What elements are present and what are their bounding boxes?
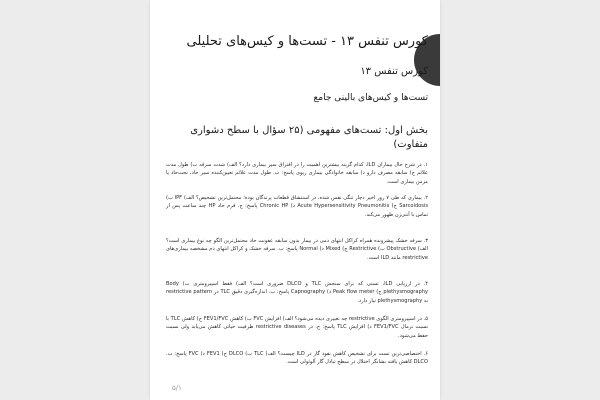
question-3: ۳. سرفه خشک پیشرونده همراه کراکل انتهای دمی در بیمار بدون سابقه عفونت حاد محتمل‌ترین الگو چه نوع بیماری است؟ الف) Obstructive ب) Restrictive ج) Mixed د) Normal پاسخ: ب. سرفه خشک و کراکل انتهای دم مشخصه بیماری‌های restrictive مانند ILD است. [166, 238, 428, 261]
question-6: ۶. اختصاصی‌ترین تست برای تشخیص کاهش نفوذ گاز در ILD چیست؟ الف) TLC ب) DLCO ج) FEV1 د) FVC پاسخ: ب. DLCO کاهش یافته نشانگر اختلال در سطح تبادل گاز آلوئولی است. [166, 351, 428, 366]
question-5: ۵. در اسپیرومتری الگوی restrictive چه تغییری دیده می‌شود؟ الف) افزایش FVC ب) کاهش FEV1/FVC ج) کاهش TLC با نسبت نرمال FEV1/FVC د) افزایش TLC پاسخ: ج. در restrictive diseases ظرفیت حیاتی کاهش می‌یابد ولی نسبت حفظ می‌شود. [166, 316, 428, 339]
document-title: کورس تنفس ۱۳ - تست‌ها و کیس‌های تحلیلی [186, 34, 428, 49]
question-4: ۴. در ارزیابی ILD، تستی که برای سنجش TLC و DLCO ضروری است؟ الف) فقط اسپیرومتری ب) Body plethysmography ج) Peak flow meter د) Capnography پاسخ: ب. اندازه‌گیری دقیق TLC در restrictive pattern به plethysmography نیاز دارد. [166, 281, 429, 304]
course-subtitle: تست‌ها و کیس‌های بالینی جامع [313, 93, 428, 103]
document-page [150, 0, 440, 400]
question-2: ۲. بیماری که طی ۷ روز اخیر دچار تنگی نفس شده، در استنشاق قطعات پرندگان بوده؛ محتمل‌ترین تشخیص؟ الف) IPF ب) Sarcoidosis ج) Acute Hypersensitivity Pneumonitis د) Chronic HP پاسخ: ج. فرم حاد HP چند ساعت پس از تماس با آنتی‌ژن ظهور می‌کند. [166, 195, 429, 218]
page-number: ۵/۱ [172, 384, 182, 392]
course-name: کورس تنفس ۱۳ [360, 66, 428, 77]
question-1: ۱. در شرح حال بیماران ILD، کدام گزینه بیشترین اهمیت را در افتراق سیر بیماری دارد؟ الف) شدت سرفه ب) طول مدت علائم ج) سابقه مصرف دارو د) سابقه خانوادگی بیماری ریوی پاسخ: ب. طول مدت علائم تعیین‌کننده سیر حاد، تحت‌حاد یا مزمن بیماری است. [166, 162, 428, 185]
section-title: بخش اول: تست‌های مفهومی (۲۵ سؤال با سطح دشواری متفاوت) [190, 125, 428, 150]
